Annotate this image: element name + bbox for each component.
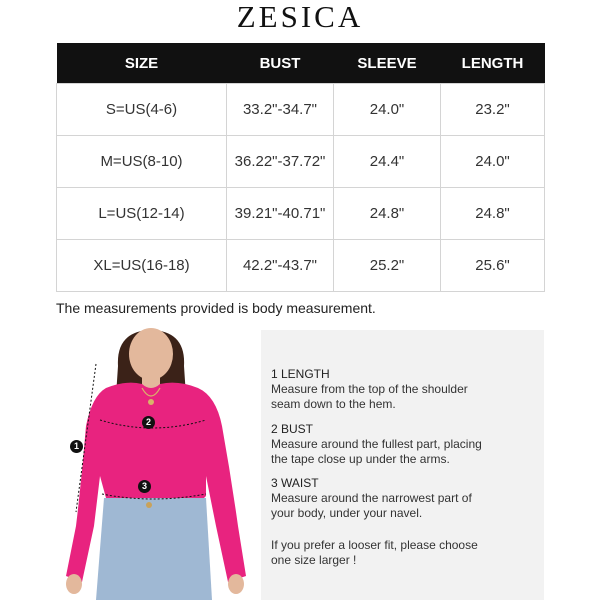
cell-sleeve: 25.2": [334, 240, 441, 292]
cell-sleeve: 24.8": [334, 188, 441, 240]
marker-waist: 3: [138, 480, 151, 493]
table-header-row: [57, 43, 545, 84]
bust-instruction: [271, 422, 482, 467]
cell-bust: 39.21"-40.71": [227, 188, 334, 240]
cell-bust: 42.2"-43.7": [227, 240, 334, 292]
measure-instructions-panel: [261, 330, 544, 600]
length-desc-line1: Measure from the top of the shoulder: [271, 382, 468, 396]
header-length: LENGTH: [441, 43, 545, 84]
bust-desc-line1: Measure around the fullest part, placing: [271, 437, 482, 451]
cell-length: 25.6": [441, 240, 545, 292]
length-instruction: [271, 367, 468, 412]
cell-sleeve: 24.0": [334, 84, 441, 136]
cell-length: 24.0": [441, 136, 545, 188]
fit-tip-line1: If you prefer a looser fit, please choose: [271, 538, 478, 552]
jeans-button: [146, 502, 152, 508]
table-row: [57, 188, 545, 240]
cell-bust: 36.22"-37.72": [227, 136, 334, 188]
marker-length: 1: [70, 440, 83, 453]
model-jeans: [96, 498, 212, 600]
header-bust: BUST: [227, 43, 334, 84]
header-size: SIZE: [57, 43, 227, 84]
fit-tip-line2: one size larger !: [271, 553, 357, 567]
cell-length: 23.2": [441, 84, 545, 136]
length-label: 1 LENGTH: [271, 367, 330, 381]
brand-logo: ZESICA: [236, 0, 364, 34]
cell-size: M=US(8-10): [57, 136, 227, 188]
length-desc-line2: seam down to the hem.: [271, 397, 396, 411]
cell-sleeve: 24.4": [334, 136, 441, 188]
model-figure: [56, 326, 256, 600]
waist-instruction: [271, 476, 472, 521]
model-right-hand: [228, 574, 244, 594]
size-chart-table: [56, 43, 545, 292]
cell-size: L=US(12-14): [57, 188, 227, 240]
cell-length: 24.8": [441, 188, 545, 240]
cell-bust: 33.2"-34.7": [227, 84, 334, 136]
waist-label: 3 WAIST: [271, 476, 319, 490]
waist-desc-line2: your body, under your navel.: [271, 506, 423, 520]
table-row: [57, 84, 545, 136]
necklace-pendant: [148, 399, 154, 405]
marker-bust: 2: [142, 416, 155, 429]
model-illustration: [56, 326, 256, 600]
header-sleeve: SLEEVE: [334, 43, 441, 84]
table-row: [57, 240, 545, 292]
bust-desc-line2: the tape close up under the arms.: [271, 452, 450, 466]
waist-desc-line1: Measure around the narrowest part of: [271, 491, 472, 505]
fit-tip: [271, 538, 478, 568]
cell-size: XL=US(16-18): [57, 240, 227, 292]
table-row: [57, 136, 545, 188]
measurement-note: The measurements provided is body measurement.: [56, 300, 376, 316]
model-left-hand: [66, 574, 82, 594]
cell-size: S=US(4-6): [57, 84, 227, 136]
model-face: [129, 328, 173, 380]
bust-label: 2 BUST: [271, 422, 314, 436]
